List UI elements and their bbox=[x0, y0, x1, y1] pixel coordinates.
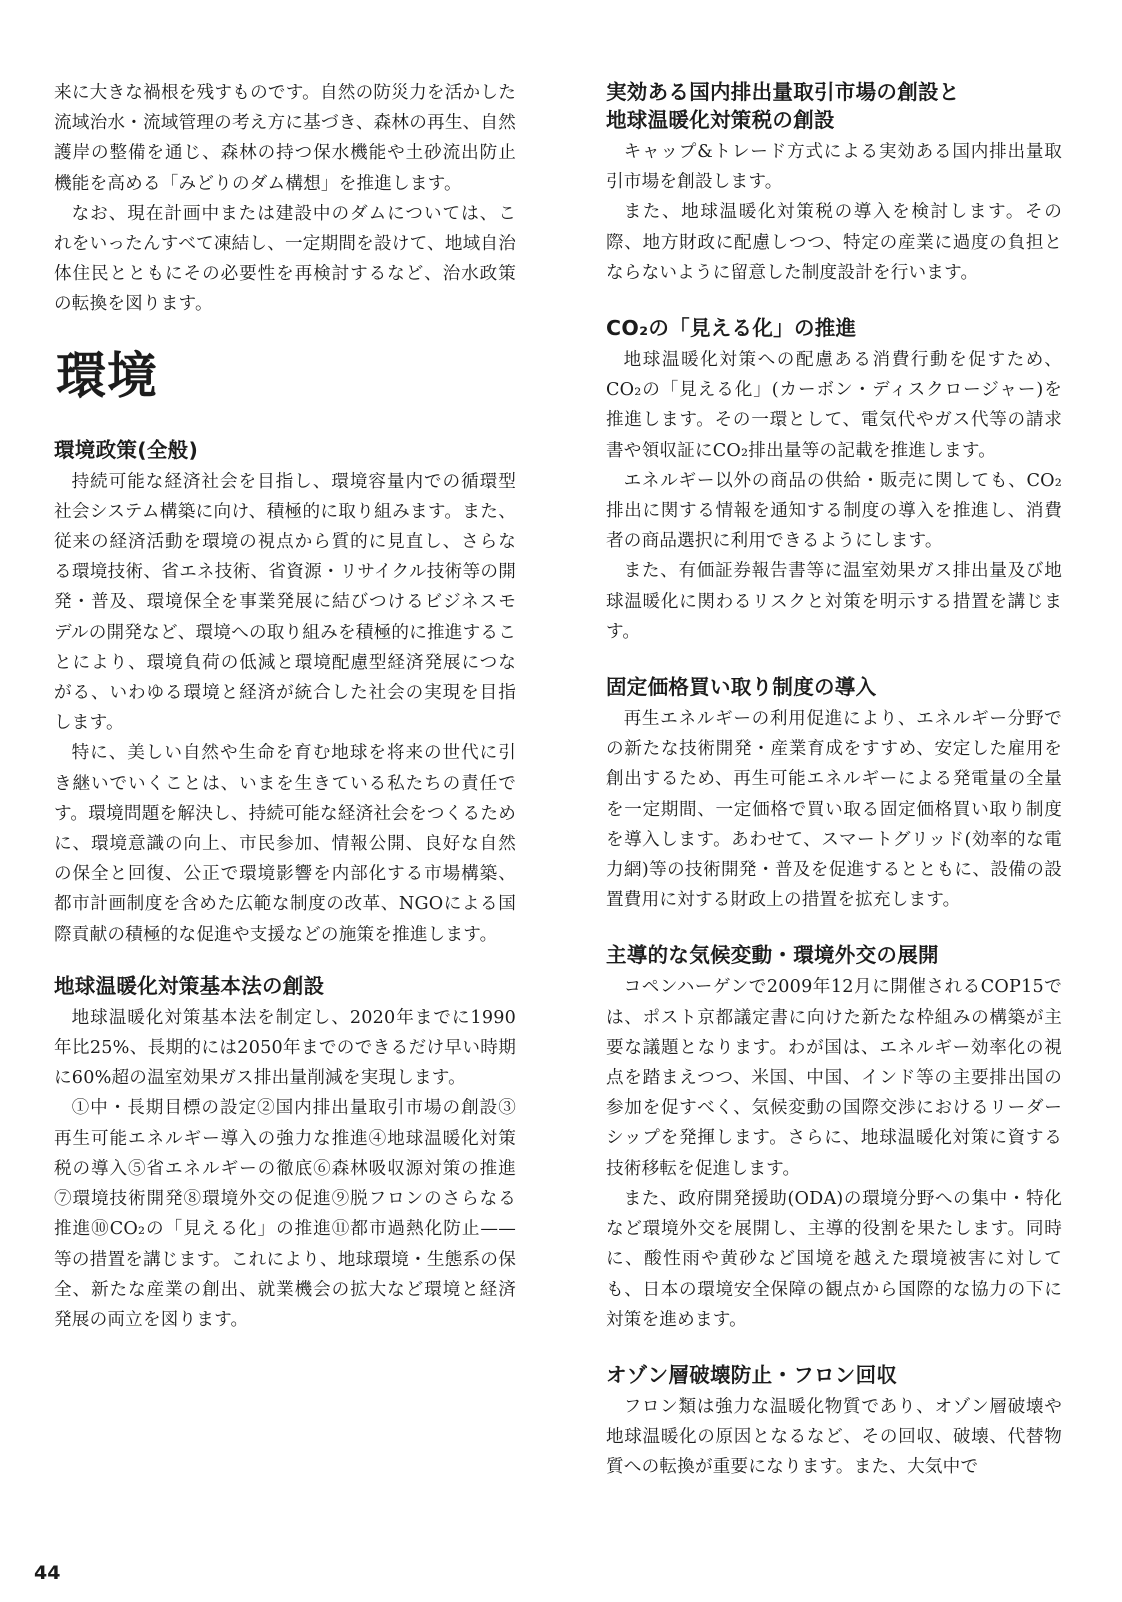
left-column bbox=[54, 78, 516, 1335]
feed-in-tariff-paragraph-1: 再生エネルギーの利用促進により、エネルギー分野での新たな技術開発・産業育成をすすめ、安定した雇用を創出するため、再生可能エネルギーによる発電量の全量を一定期間、一定価格で買い取る固定価格買い取り制度を導入します。あわせて、スマートグリッド(効率的な電力網)等の技術開発・普及を促進するとともに、設備の設置費用に対する財政上の措置を拡充します。 bbox=[606, 709, 1062, 911]
ozone-protection-paragraph-1: フロン類は強力な温暖化物質であり、オゾン層破壊や地球温暖化の原因となるなど、その回収、破壊、代替物質への転換が重要になります。また、大気中で bbox=[606, 1396, 1062, 1478]
environment-policy-paragraph-1: 持続可能な経済社会を目指し、環境容量内での循環型社会システム構築に向け、積極的に取り組みます。また、従来の経済活動を環境の視点から質的に見直し、さらなる環境技術、省エネ技術、省資源・リサイクル技術等の開発・普及、環境保全を事業発展に結びつけるビジネスモデルの開発など、環境への取り組みを積極的に推進することにより、環境負荷の低減と環境配慮型経済発展につながる、いわゆる環境と経済が統合した社会の実現を目指します。 bbox=[54, 471, 516, 734]
co2-visualization-paragraph-2: エネルギー以外の商品の供給・販売に関しても、CO₂排出に関する情報を通知する制度の導入を推進し、消費者の商品選択に利用できるようにします。 bbox=[606, 470, 1062, 552]
climate-basic-law-paragraph-1: 地球温暖化対策基本法を制定し、2020年までに1990年比25%、長期的には2050年までのできるだけ早い時期に60%超の温室効果ガス排出量削減を実現します。 bbox=[54, 1007, 516, 1089]
heading-climate-basic-law: 地球温暖化対策基本法の創設 bbox=[54, 973, 325, 998]
page-number: 44 bbox=[34, 1562, 61, 1584]
climate-diplomacy-paragraph-1: コペンハーゲンで2009年12月に開催されるCOP15では、ポスト京都議定書に向けた新たな枠組みの構築が主要な議題となります。わが国は、エネルギー効率化の視点を踏まえつつ、米国、中国、インド等の主要排出国の参加を促すべく、気候変動の国際交渉におけるリーダーシップを発揮します。さらに、地球温暖化対策に資する技術移転を促進します。 bbox=[606, 977, 1062, 1179]
heading-ozone-protection: オゾン層破壊防止・フロン回収 bbox=[606, 1362, 898, 1387]
climate-diplomacy-paragraph-2: また、政府開発援助(ODA)の環境分野への集中・特化など環境外交を展開し、主導的役割を果たします。同時に、酸性雨や黄砂など国境を越えた環境被害に対しても、日本の環境安全保障の観点から国際的な協力の下に対策を進めます。 bbox=[606, 1188, 1062, 1330]
right-column bbox=[606, 78, 1062, 1483]
heading-co2-visualization: CO₂の「見える化」の推進 bbox=[606, 316, 857, 341]
emissions-trading-paragraph-1: キャップ&トレード方式による実効ある国内排出量取引市場を創設します。 bbox=[606, 142, 1062, 193]
heading-emissions-trading-line-2: 地球温暖化対策税の創設 bbox=[606, 108, 835, 132]
intro-paragraph-1: 来に大きな禍根を残すものです。自然の防災力を活かした流域治水・流域管理の考え方に基づき、森林の再生、自然護岸の整備を通じ、森林の持つ保水機能や土砂流出防止機能を高める「みどりのダム構想」を推進します。 bbox=[54, 83, 516, 194]
heading-emissions-trading-line-1: 実効ある国内排出量取引市場の創設と bbox=[606, 80, 960, 104]
environment-policy-paragraph-2: 特に、美しい自然や生命を育む地球を将来の世代に引き継いでいくことは、いまを生きている私たちの責任です。環境問題を解決し、持続可能な経済社会をつくるために、環境意識の向上、市民参加、情報公開、良好な自然の保全と回復、公正で環境影響を内部化する市場構築、都市計画制度を含めた広範な制度の改革、NGOによる国際貢献の積極的な促進や支援などの施策を推進します。 bbox=[54, 743, 516, 945]
heading-climate-diplomacy: 主導的な気候変動・環境外交の展開 bbox=[606, 943, 939, 968]
intro-paragraph-2: なお、現在計画中または建設中のダムについては、これをいったんすべて凍結し、一定期間を設けて、地域自治体住民とともにその必要性を再検討するなど、治水政策の転換を図ります。 bbox=[54, 203, 516, 315]
section-title: 環境 bbox=[56, 346, 158, 405]
co2-visualization-paragraph-3: また、有価証券報告書等に温室効果ガス排出量及び地球温暖化に関わるリスクと対策を明示する措置を講じます。 bbox=[606, 561, 1062, 642]
climate-basic-law-paragraph-2: ①中・長期目標の設定②国内排出量取引市場の創設③再生可能エネルギー導入の強力な推進④地球温暖化対策税の導入⑤省エネルギーの徹底⑥森林吸収源対策の推進⑦環境技術開発⑧環境外交の促進⑨脱フロンのさらなる推進⑩CO₂の「見える化」の推進⑪都市過熱化防止——等の措置を講じます。これにより、地球環境・生態系の保全、新たな産業の創出、就業機会の拡大など環境と経済発展の両立を図ります。 bbox=[54, 1098, 516, 1330]
heading-emissions-trading bbox=[606, 78, 1062, 134]
emissions-trading-paragraph-2: また、地球温暖化対策税の導入を検討します。その際、地方財政に配慮しつつ、特定の産業に過度の負担とならないように留意した制度設計を行います。 bbox=[606, 202, 1062, 283]
co2-visualization-paragraph-1: 地球温暖化対策への配慮ある消費行動を促すため、CO₂の「見える化」(カーボン・ディスクロージャー)を推進します。その一環として、電気代やガス代等の請求書や領収証にCO₂排出量等の記載を推進します。 bbox=[606, 350, 1062, 461]
heading-feed-in-tariff: 固定価格買い取り制度の導入 bbox=[606, 675, 877, 700]
heading-environment-policy: 環境政策(全般) bbox=[54, 437, 199, 462]
